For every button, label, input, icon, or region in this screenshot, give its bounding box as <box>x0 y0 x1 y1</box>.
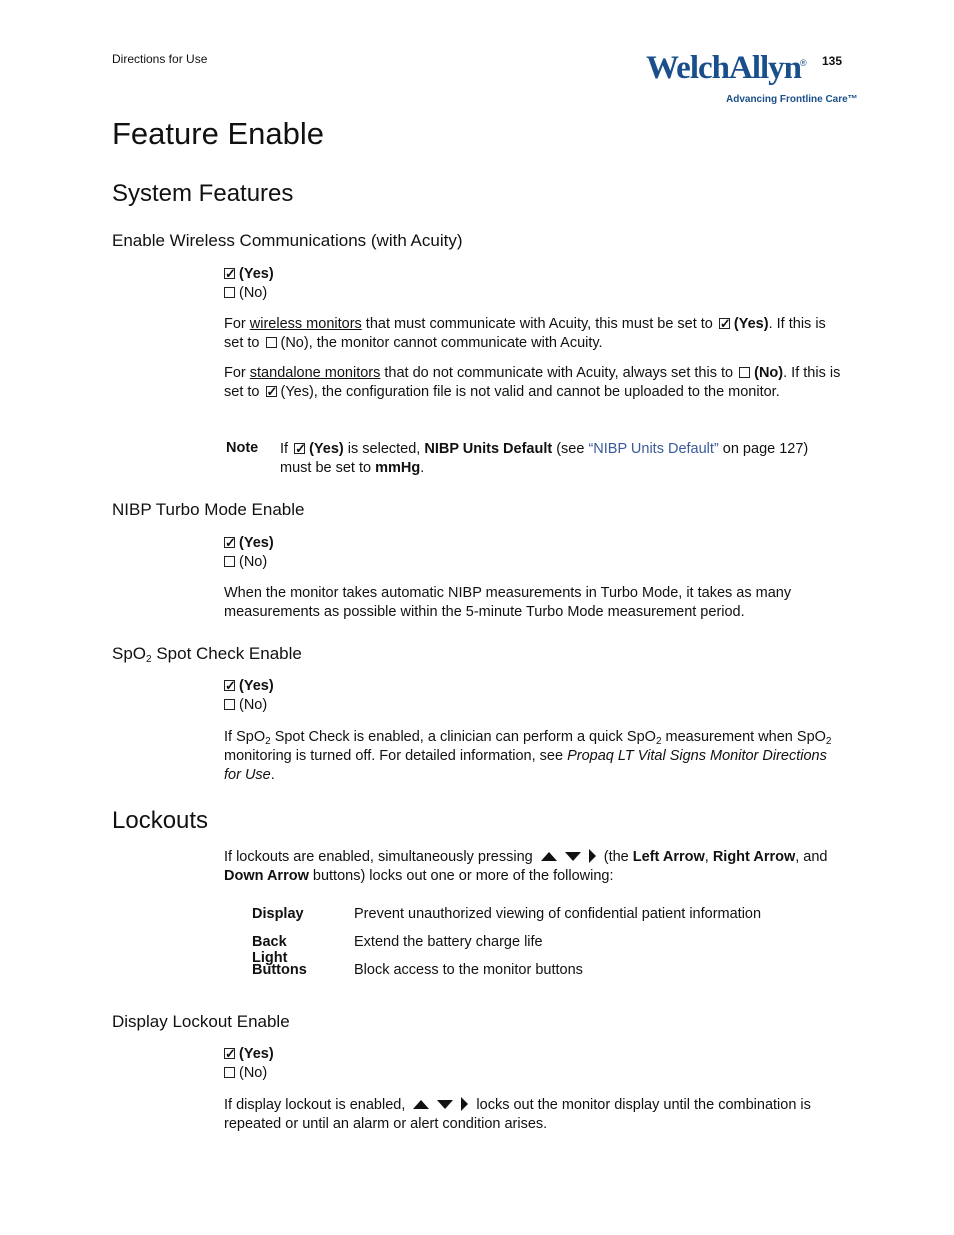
wireless-options <box>224 265 274 303</box>
section-heading-lockouts: Lockouts <box>112 807 209 834</box>
checkbox-checked-icon <box>224 537 235 548</box>
arrow-up-icon <box>541 852 557 861</box>
checkbox-empty-icon <box>224 556 235 567</box>
welch-allyn-logo <box>646 50 858 110</box>
doc-label: Directions for Use <box>112 52 208 66</box>
arrow-right-icon <box>589 849 596 863</box>
checkbox-empty-icon <box>224 287 235 298</box>
option-no: (No) <box>224 553 274 572</box>
display-lockout-paragraph: If display lockout is enabled, locks out the monitor display until the combination is repeated or until an alarm or alert condition arises. <box>224 1097 811 1132</box>
option-no: (No) <box>224 284 274 303</box>
wireless-paragraph-2: For standalone monitors that do not communicate with Acuity, always set this to (No). If this is set to ✓(Yes), the configuration file is not valid and cannot be uploaded to the monitor. <box>224 364 842 402</box>
option-yes: ✓(Yes) <box>224 1045 274 1064</box>
checkbox-empty-icon <box>266 337 277 348</box>
note-text: If ✓(Yes) is selected, NIBP Units Default (see “NIBP Units Default” on page 127) must be set to mmHg. <box>280 440 840 478</box>
display-lockout-options <box>224 1045 274 1083</box>
logo-text: WelchAllyn <box>646 50 802 86</box>
checkbox-checked-icon <box>224 680 235 691</box>
arrow-down-icon <box>437 1100 453 1109</box>
section-heading-system-features: System Features <box>112 180 294 207</box>
spo2-options <box>224 677 274 715</box>
arrow-right-icon <box>461 1097 468 1111</box>
arrow-up-icon <box>413 1100 429 1109</box>
subheading-wireless: Enable Wireless Communications (with Acuity) <box>112 231 463 250</box>
checkbox-empty-icon <box>224 699 235 710</box>
page-number: 135 <box>822 54 843 68</box>
checkbox-checked-icon <box>266 386 277 397</box>
turbo-paragraph: When the monitor takes automatic NIBP measurements in Turbo Mode, it takes as many measurements as possible within the 5-minute Turbo Mode measurement period. <box>224 585 792 620</box>
wireless-paragraph-1: For wireless monitors that must communicate with Acuity, this must be set to ✓(Yes). If this is set to (No), the monitor cannot communicate with Acuity. <box>224 315 842 353</box>
checkbox-empty-icon <box>739 367 750 378</box>
checkbox-checked-icon <box>719 318 730 329</box>
logo-registered-mark: ® <box>800 58 807 68</box>
subheading-spo2-spot-check: SpO$_2$ Spot Check Enable <box>112 644 302 665</box>
logo-tagline: Advancing Frontline Care™ <box>726 94 858 105</box>
option-yes: ✓(Yes) <box>224 265 274 284</box>
document-reference: Propaq LT Vital Signs Monitor Directions for Use <box>224 748 827 783</box>
arrow-down-icon <box>565 852 581 861</box>
checkbox-empty-icon <box>224 1067 235 1078</box>
checkbox-checked-icon <box>294 443 305 454</box>
subheading-display-lockout: Display Lockout Enable <box>112 1012 290 1031</box>
lockouts-intro: If lockouts are enabled, simultaneously pressing (the Left Arrow, Right Arrow, and Down Arrow buttons) locks out one or more of the following: <box>224 849 828 884</box>
turbo-options <box>224 534 274 572</box>
term-standalone-monitors: standalone monitors <box>249 365 381 381</box>
note-label: Note <box>226 440 259 456</box>
spo2-paragraph: If SpO$_2$ Spot Check is enabled, a clinician can perform a quick SpO$_2$ measurement when SpO$_2$ monitoring is turned off. For detailed information, see Propaq LT Vital Signs Monitor Directions for Use. <box>224 729 832 783</box>
checkbox-checked-icon <box>224 1048 235 1059</box>
page-title: Feature Enable <box>112 116 324 151</box>
subheading-nibp-turbo: NIBP Turbo Mode Enable <box>112 500 305 519</box>
term-wireless-monitors: wireless monitors <box>249 316 362 332</box>
checkbox-checked-icon <box>224 268 235 279</box>
cross-reference-link[interactable]: “NIBP Units Default” <box>588 441 719 457</box>
option-no: (No) <box>224 1064 274 1083</box>
option-yes: ✓(Yes) <box>224 677 274 696</box>
option-yes: ✓(Yes) <box>224 534 274 553</box>
option-no: (No) <box>224 696 274 715</box>
